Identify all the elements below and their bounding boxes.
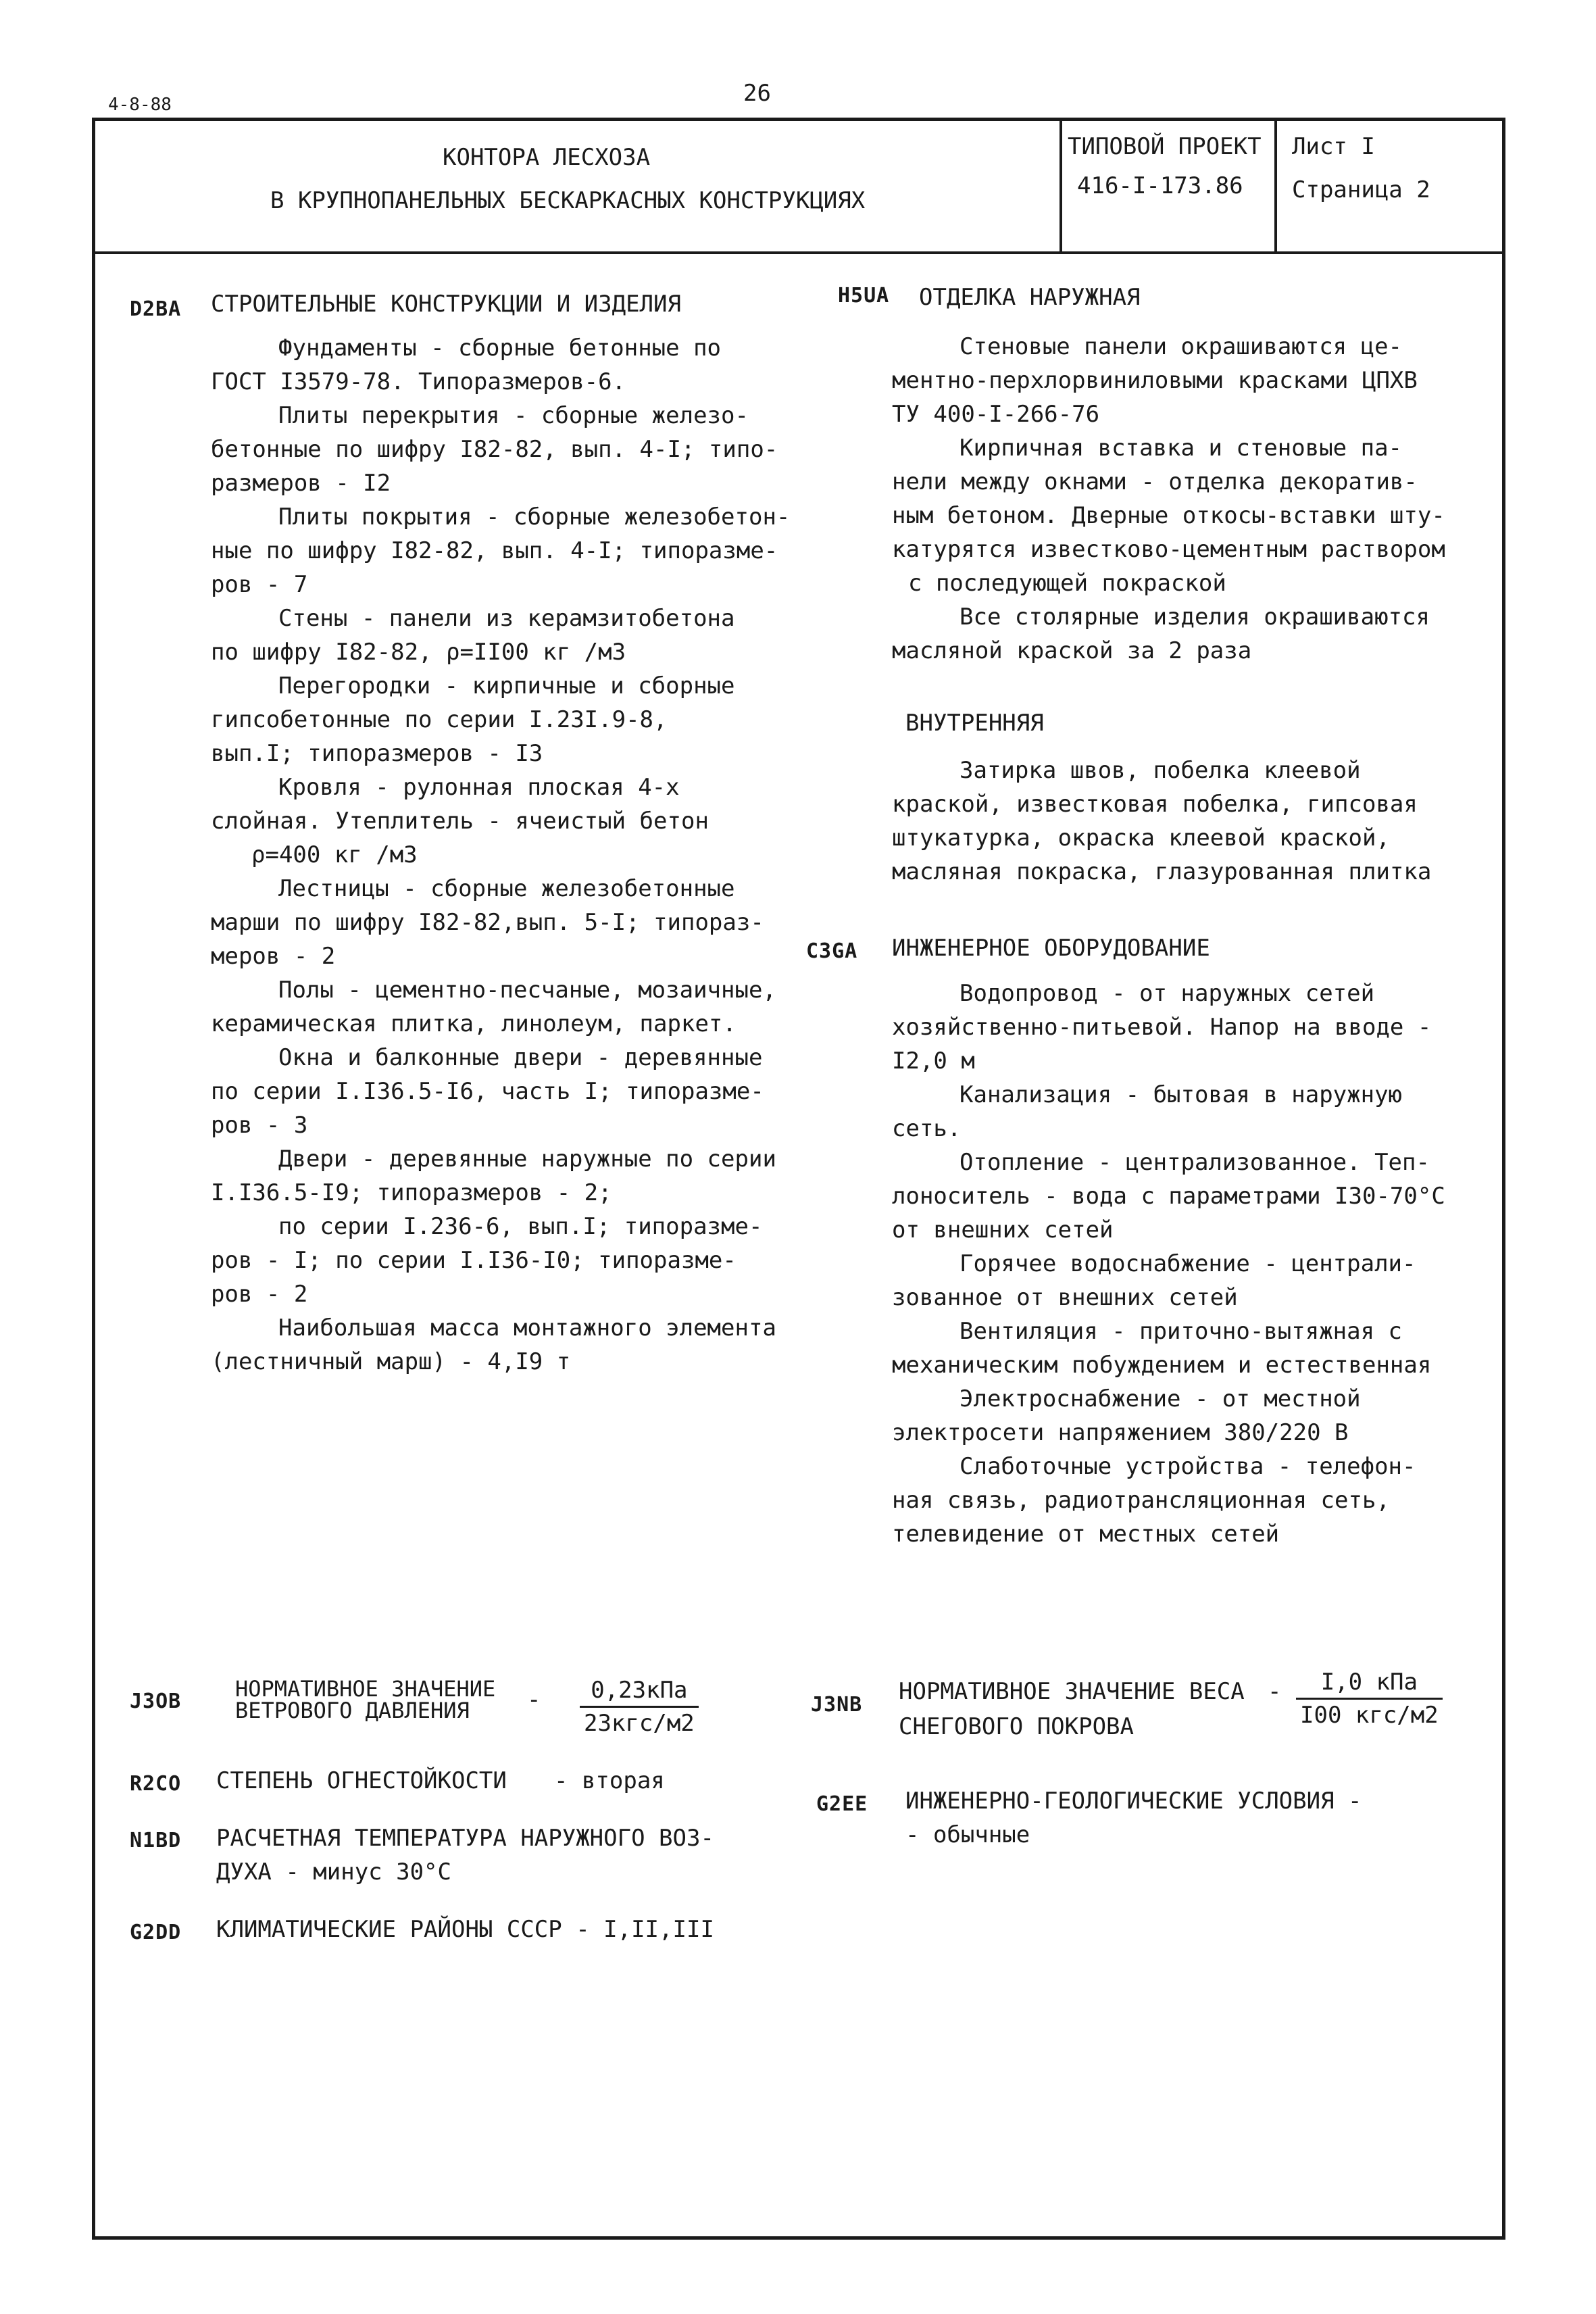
page-number: 26 <box>743 80 771 107</box>
snow-dash: - <box>1268 1678 1282 1705</box>
snow-value-kgs: I00 кгс/м2 <box>1300 1702 1439 1729</box>
temperature-line-1: РАСЧЕТНАЯ ТЕМПЕРАТУРА НАРУЖНОГО ВОЗ- <box>216 1825 714 1852</box>
text-line: ТУ 400-I-266-76 <box>892 401 1100 428</box>
fire-code: R2CO <box>130 1772 182 1796</box>
text-line: Плиты перекрытия - сборные железо- <box>278 402 749 429</box>
text-line: по серии I.236-6, вып.I; типоразме- <box>278 1213 763 1240</box>
wind-label-2: ВЕТРОВОГО ДАВЛЕНИЯ <box>235 1698 470 1723</box>
text-line: от внешних сетей <box>892 1216 1114 1244</box>
wind-dash: - <box>527 1686 541 1713</box>
text-line: Слаботочные устройства - телефон- <box>959 1453 1416 1480</box>
text-line: Канализация - бытовая в наружную <box>959 1081 1403 1108</box>
text-line: Вентиляция - приточно-вытяжная с <box>959 1318 1403 1345</box>
construction-text <box>211 331 819 1379</box>
text-line: Двери - деревянные наружные по серии <box>278 1146 776 1173</box>
text-line: Кирпичная вставка и стеновые па- <box>959 435 1403 462</box>
text-line: Горячее водоснабжение - централи- <box>959 1250 1416 1277</box>
title-line-2: В КРУПНОПАНЕЛЬНЫХ БЕСКАРКАСНЫХ КОНСТРУКЦИЯХ <box>270 187 866 214</box>
text-line: катурятся известково-цементным раствором <box>892 536 1445 563</box>
text-line: ров - I; по серии I.I36-I0; типоразме- <box>211 1247 737 1274</box>
text-line: Перегородки - кирпичные и сборные <box>278 672 735 699</box>
text-line: Электроснабжение - от местной <box>959 1385 1361 1412</box>
wind-code: J3OB <box>130 1690 182 1713</box>
text-line: Стены - панели из керамзитобетона <box>278 605 735 632</box>
text-line: Лестницы - сборные железобетонные <box>278 875 735 902</box>
text-line: керамическая плитка, линолеум, паркет. <box>211 1010 737 1037</box>
text-line: Наибольшая масса монтажного элемента <box>278 1314 776 1341</box>
text-line: краской, известковая побелка, гипсовая <box>892 791 1418 818</box>
inner-heading: ВНУТРЕННЯЯ <box>905 710 1044 737</box>
text-line: электросети напряжением 380/220 В <box>892 1419 1349 1446</box>
text-line: сеть. <box>892 1115 962 1142</box>
climate-code: G2DD <box>130 1921 182 1944</box>
title-line-1: КОНТОРА ЛЕСХОЗА <box>443 144 651 171</box>
section-code: D2BA <box>130 297 182 321</box>
fire-value: - вторая <box>554 1767 665 1794</box>
engineering-text <box>892 977 1500 1551</box>
snow-label-1: НОРМАТИВНОЕ ЗНАЧЕНИЕ ВЕСА <box>899 1678 1245 1705</box>
text-line: ная связь, радиотрансляционная сеть, <box>892 1487 1390 1514</box>
text-line: Фундаменты - сборные бетонные по <box>278 335 722 362</box>
text-line: ров - 7 <box>211 571 308 598</box>
text-line: с последующей покраской <box>908 570 1226 597</box>
text-line: масляной краской за 2 раза <box>892 637 1252 664</box>
text-line: по серии I.I36.5-I6, часть I; типоразме- <box>211 1078 764 1105</box>
project-label: ТИПОВОЙ ПРОЕКТ <box>1068 133 1262 160</box>
temperature-code: N1BD <box>130 1829 182 1852</box>
text-line: Стеновые панели окрашиваются це- <box>959 333 1403 360</box>
project-number: 416-I-173.86 <box>1077 172 1243 199</box>
text-line: ров - 2 <box>211 1281 308 1308</box>
engineering-code: C3GA <box>806 939 858 963</box>
title-block-divider-2 <box>1274 118 1277 253</box>
text-line: гипсобетонные по серии I.23I.9-8, <box>211 706 668 733</box>
text-line: ные по шифру I82-82, вып. 4-I; типоразме- <box>211 537 778 564</box>
geology-line-2: - обычные <box>905 1821 1030 1848</box>
text-line: Полы - цементно-песчаные, мозаичные, <box>278 977 776 1004</box>
text-line: Затирка швов, побелка клеевой <box>959 757 1361 784</box>
title-block-bottom-line <box>92 251 1505 254</box>
finish-code: H5UA <box>838 284 890 307</box>
text-line: размеров - I2 <box>211 470 391 497</box>
text-line: вып.I; типоразмеров - I3 <box>211 740 543 767</box>
text-line: зованное от внешних сетей <box>892 1284 1238 1311</box>
sheet-label: Лист I <box>1292 133 1375 160</box>
text-line: штукатурка, окраска клеевой краской, <box>892 824 1390 852</box>
doc-code: 4-8-88 <box>108 95 172 115</box>
inner-text <box>892 754 1500 889</box>
text-line: меров - 2 <box>211 943 336 970</box>
finish-heading: ОТДЕЛКА НАРУЖНАЯ <box>919 284 1141 311</box>
text-line: Все столярные изделия окрашиваются <box>959 604 1430 631</box>
text-line: I2,0 м <box>892 1048 975 1075</box>
text-line: ГОСТ I3579-78. Типоразмеров-6. <box>211 368 626 395</box>
section-heading: СТРОИТЕЛЬНЫЕ КОНСТРУКЦИИ И ИЗДЕЛИЯ <box>211 291 681 318</box>
page-label: Страница 2 <box>1292 176 1430 203</box>
text-line: Отопление - централизованное. Теп- <box>959 1149 1430 1176</box>
engineering-heading: ИНЖЕНЕРНОЕ ОБОРУДОВАНИЕ <box>892 935 1210 962</box>
text-line: Кровля - рулонная плоская 4-х <box>278 774 680 801</box>
text-line: бетонные по шифру I82-82, вып. 4-I; типо- <box>211 436 778 463</box>
snow-label-2: СНЕГОВОГО ПОКРОВА <box>899 1713 1134 1740</box>
fire-label: СТЕПЕНЬ ОГНЕСТОЙКОСТИ <box>216 1767 507 1794</box>
text-line: ρ=400 кг /м3 <box>251 841 418 868</box>
text-line: ров - 3 <box>211 1112 308 1139</box>
text-line: Водопровод - от наружных сетей <box>959 980 1375 1007</box>
geology-code: G2EE <box>816 1792 868 1816</box>
snow-code: J3NB <box>811 1693 863 1717</box>
snow-value-kpa: I,0 кПа <box>1296 1667 1443 1700</box>
finish-text <box>892 330 1500 668</box>
text-line: I.I36.5-I9; типоразмеров - 2; <box>211 1179 612 1206</box>
wind-value-kpa: 0,23кПа <box>580 1675 699 1708</box>
title-block-divider-1 <box>1059 118 1062 253</box>
text-line: хозяйственно-питьевой. Напор на вводе - <box>892 1014 1432 1041</box>
climate-label: КЛИМАТИЧЕСКИЕ РАЙОНЫ СССР - I,II,III <box>216 1916 714 1943</box>
text-line: ментно-перхлорвиниловыми красками ЦПХВ <box>892 367 1418 394</box>
text-line: лоноситель - вода с параметрами I30-70°С <box>892 1183 1445 1210</box>
text-line: механическим побуждением и естественная <box>892 1352 1432 1379</box>
wind-label-1: НОРМАТИВНОЕ ЗНАЧЕНИЕ <box>235 1676 496 1702</box>
text-line: Плиты покрытия - сборные железобетон- <box>278 503 791 531</box>
text-line: нели между окнами - отделка декоратив- <box>892 468 1418 495</box>
text-line: ным бетоном. Дверные откосы-вставки шту- <box>892 502 1445 529</box>
text-line: по шифру I82-82, ρ=II00 кг /м3 <box>211 639 626 666</box>
snow-fraction <box>1296 1667 1443 1731</box>
text-line: (лестничный марш) - 4,I9 т <box>211 1348 571 1375</box>
text-line: телевидение от местных сетей <box>892 1521 1280 1548</box>
text-line: масляная покраска, глазурованная плитка <box>892 858 1432 885</box>
text-line: Окна и балконные двери - деревянные <box>278 1044 763 1071</box>
text-line: слойная. Утеплитель - ячеистый бетон <box>211 808 709 835</box>
temperature-line-2: ДУХА - минус 30°С <box>216 1858 451 1886</box>
wind-value-kgs: 23кгс/м2 <box>584 1710 695 1737</box>
wind-fraction <box>580 1675 699 1739</box>
text-line: марши по шифру I82-82,вып. 5-I; типораз- <box>211 909 764 936</box>
geology-line-1: ИНЖЕНЕРНО-ГЕОЛОГИЧЕСКИЕ УСЛОВИЯ - <box>905 1788 1362 1815</box>
